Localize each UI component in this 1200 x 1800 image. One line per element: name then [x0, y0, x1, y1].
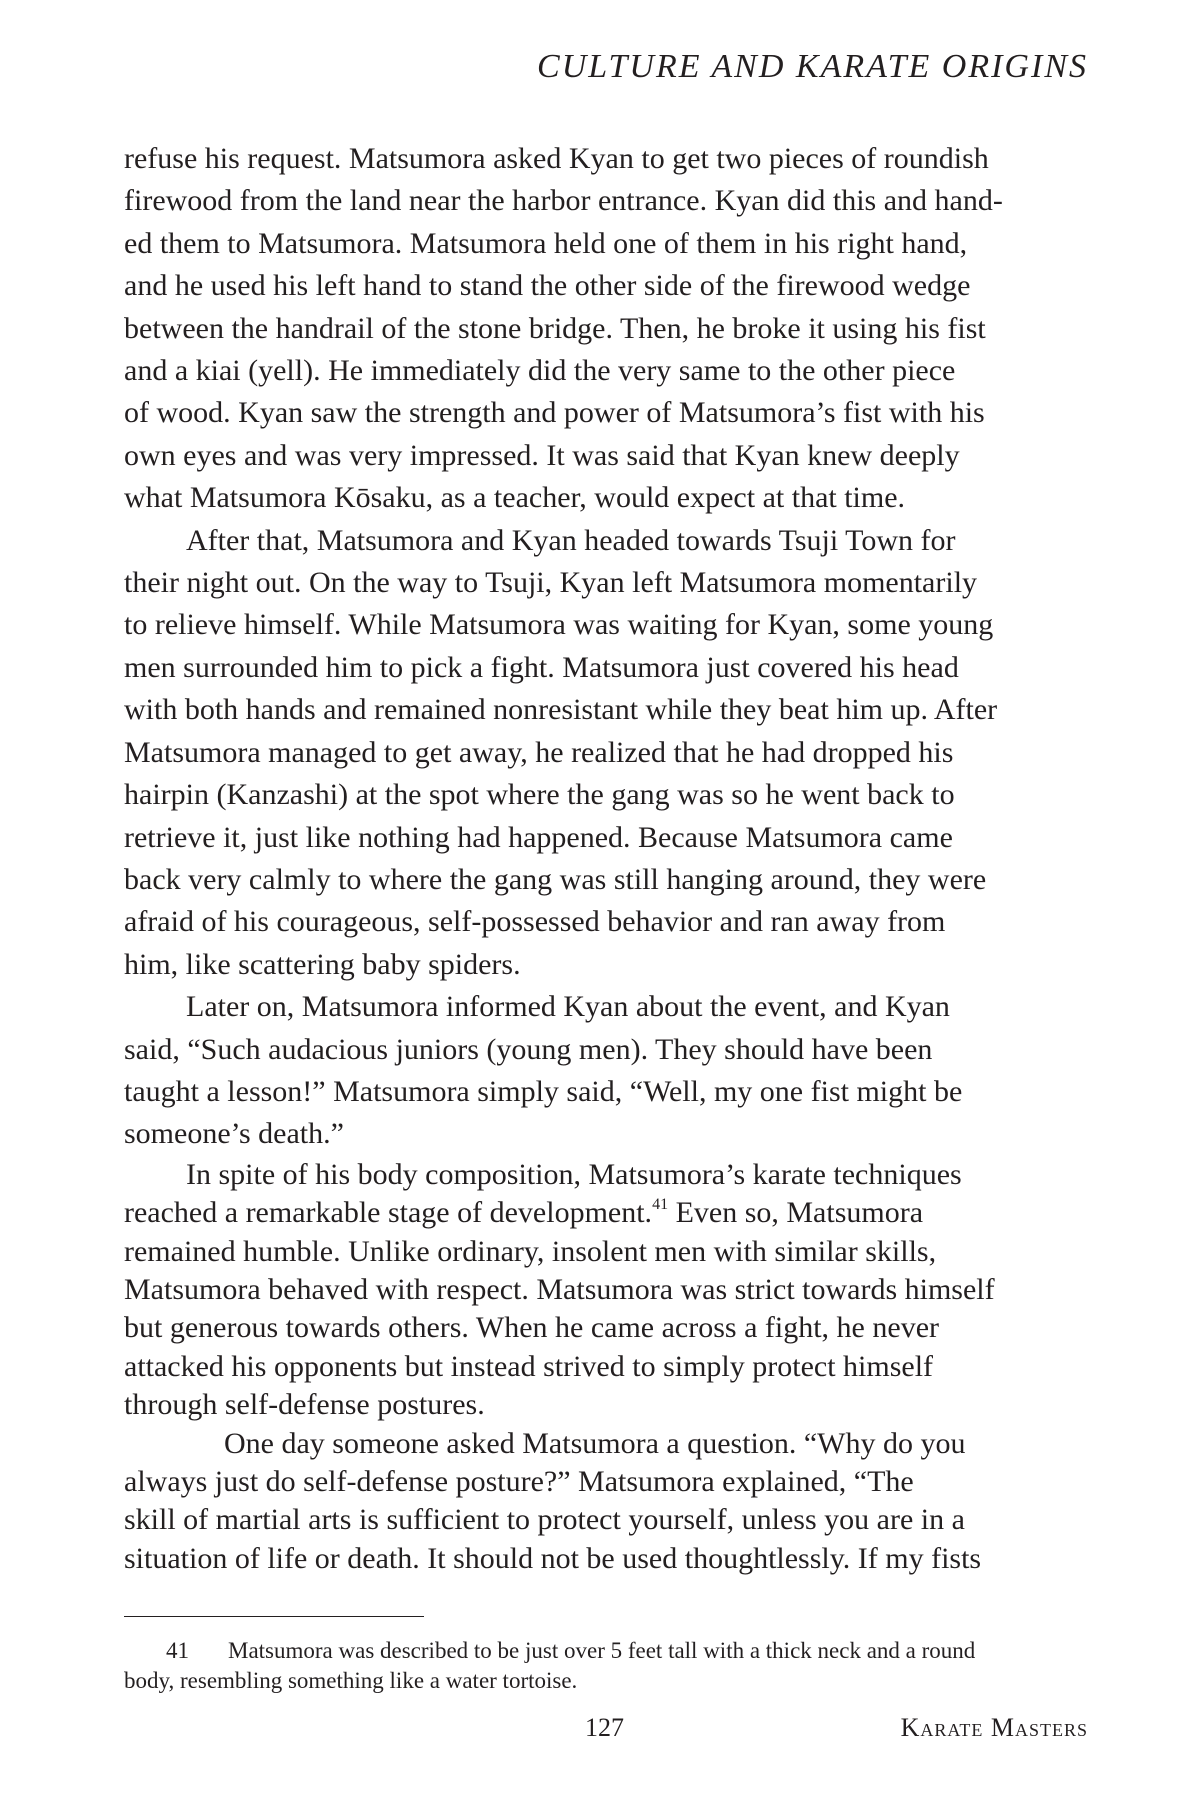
- text-line: but generous towards others. When he came across a fight, he never: [124, 1311, 939, 1345]
- body-text: [124, 138, 1086, 1578]
- text-line: their night out. On the way to Tsuji, Kyan left Matsumora momentarily: [124, 566, 978, 600]
- footnote-reference[interactable]: 41: [652, 1196, 669, 1214]
- footnote-line: [124, 1636, 1084, 1666]
- text-line: attacked his opponents but instead strived to simply protect himself: [124, 1349, 934, 1383]
- footnote-text: Matsumora was described to be just over 5 feet tall with a thick neck and a round: [228, 1638, 976, 1663]
- text-line: skill of martial arts is sufficient to protect yourself, unless you are in a: [124, 1503, 965, 1537]
- text-line: Matsumora behaved with respect. Matsumora was strict towards himself: [124, 1272, 995, 1306]
- text-line: taught a lesson!” Matsumora simply said, “Well, my one fist might be: [124, 1074, 963, 1108]
- footnote-number: 41: [166, 1638, 189, 1663]
- text-segment: Even so, Matsumora: [668, 1196, 924, 1230]
- text-line: and he used his left hand to stand the other side of the firewood wedge: [124, 269, 971, 303]
- text-line: Matsumora managed to get away, he realized that he had dropped his: [124, 735, 954, 769]
- text-line: remained humble. Unlike ordinary, insolent men with similar skills,: [124, 1234, 937, 1268]
- text-line: own eyes and was very impressed. It was said that Kyan knew deeply: [124, 438, 960, 472]
- text-line: and a kiai (yell). He immediately did the very same to the other piece: [124, 354, 956, 388]
- text-line: situation of life or death. It should not be used thoughtlessly. If my fists: [124, 1541, 982, 1575]
- text-line: In spite of his body composition, Matsumora’s karate techniques: [186, 1157, 962, 1191]
- paragraph-1: [124, 138, 1086, 520]
- paragraph-2: [124, 520, 1086, 986]
- text-line: always just do self-defense posture?” Matsumora explained, “The: [124, 1465, 914, 1498]
- text-line: between the handrail of the stone bridge. Then, he broke it using his fist: [124, 311, 986, 345]
- running-head: CULTURE AND KARATE ORIGINS: [537, 48, 1088, 85]
- text-line: men surrounded him to pick a fight. Matsumora just covered his head: [124, 650, 959, 684]
- paragraph-4: [124, 1156, 1086, 1425]
- text-line: hairpin (Kanzashi) at the spot where the gang was so he went back to: [124, 778, 955, 812]
- text-line: him, like scattering baby spiders.: [124, 947, 521, 981]
- text-line: of wood. Kyan saw the strength and power of Matsumora’s fist with his: [124, 396, 985, 430]
- paragraph-5: [124, 1425, 1086, 1579]
- footnote: [124, 1636, 1084, 1696]
- text-line: Later on, Matsumora informed Kyan about the event, and Kyan: [186, 990, 950, 1024]
- text-line: with both hands and remained nonresistant while they beat him up. After: [124, 693, 998, 727]
- text-line: to relieve himself. While Matsumora was waiting for Kyan, some young: [124, 608, 994, 642]
- text-line: [124, 1194, 1086, 1232]
- text-line: refuse his request. Matsumora asked Kyan to get two pieces of roundish: [124, 142, 989, 175]
- book-title: Karate Masters: [900, 1713, 1088, 1742]
- text-segment: reached a remarkable stage of development.: [124, 1196, 653, 1230]
- text-line: through self-defense postures.: [124, 1388, 485, 1422]
- text-line: what Matsumora Kōsaku, as a teacher, would expect at that time.: [124, 481, 906, 515]
- text-line: One day someone asked Matsumora a question. “Why do you: [224, 1426, 966, 1460]
- text-line: retrieve it, just like nothing had happened. Because Matsumora came: [124, 820, 953, 854]
- text-line: back very calmly to where the gang was still hanging around, they were: [124, 862, 987, 896]
- footnote-line: body, resembling something like a water tortoise.: [124, 1668, 578, 1693]
- page-number: 127: [585, 1713, 624, 1742]
- text-line: ed them to Matsumora. Matsumora held one of them in his right hand,: [124, 226, 968, 260]
- text-line: someone’s death.”: [124, 1117, 344, 1151]
- paragraph-3: [124, 986, 1086, 1156]
- text-line: After that, Matsumora and Kyan headed towards Tsuji Town for: [186, 523, 956, 557]
- text-line: afraid of his courageous, self-possessed behavior and ran away from: [124, 905, 946, 939]
- footnote-divider: [124, 1616, 424, 1617]
- text-line: firewood from the land near the harbor entrance. Kyan did this and hand-: [124, 184, 1003, 218]
- text-line: said, “Such audacious juniors (young men). They should have been: [124, 1032, 933, 1066]
